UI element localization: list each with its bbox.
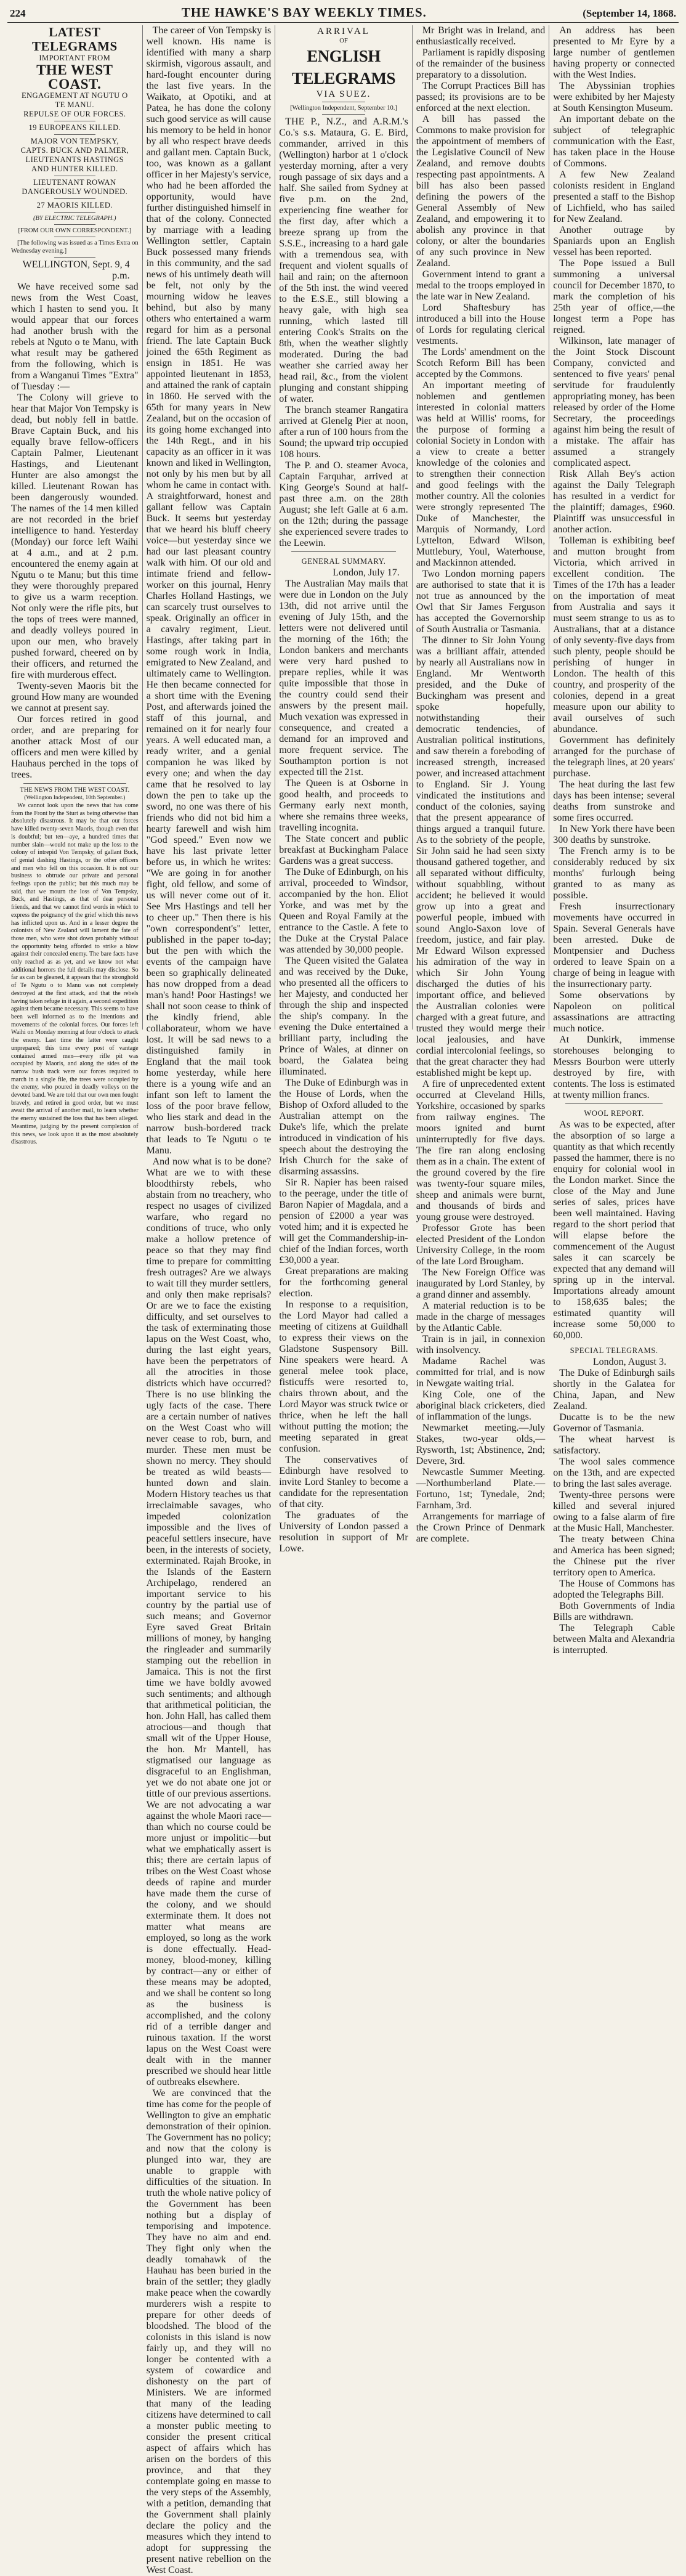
correspondent-note: [FROM OUR OWN CORRESPONDENT.] — [18, 227, 132, 234]
paragraph: Ducatte is to be the new Governor of Tasmania. — [553, 1412, 675, 1434]
paragraph: The State concert and public breakfast at Buckingham Palace Gardens was a great success. — [279, 834, 408, 866]
paragraph: The Corrupt Practices Bill has passed; its provisions are to be enforced at the next election. — [416, 81, 546, 113]
paragraph: The career of Von Tempsky is well known. His name is identified with many a sharp skirmish, vigorous assault, and hard-fought encounter during the last five years. In the Waikato, at Opotiki, and at Patea, he has done the colony such good service as will cause his memory to be held in honor by all who respect brave deeds and gallant men. Captain Buck, too, was known as a gallant officer in her Majesty's service, who had he been afforded the opportunity, would have further distinguished himself in that of the colony. Connected by marriage with a leading Wellington settler, Captain Buck possessed many friends in this community, and the sad news of his untimely death will be felt, not only by the mourning widow he leaves behind, but also by many others who entertained a warm regard for him as a personal friend. The late Captain Buck joined the 65th Regiment as ensign in 1851. He was appointed lieutenant in 1853, and attained the rank of captain in 1860. He served with the 65th for many years in New Zealand, but on the occasion of its going home exchanged into the 14th Regt., and in his capacity as an officer in it was known and liked in Wellington, not only by his men but by all whom he came in contact with. A straightforward, honest and gallant fellow was Captain Buck. It seems but yesterday that we heard his bluff cheery voice—but yesterday since we had our last pleasant country walk with him. Of our old and intimate friend and fellow-worker on this journal, Henry Charles Holland Hastings, we can scarcely trust ourselves to speak. Originally an officer in a cavalry regiment, Lieut. Hastings, after taking part in some rough work in India, emigrated to New Zealand, and ultimately came to Wellington. He then became connected for a short time with the Evening Post, and afterwards joined the staff of this journal, and remained on it for nearly four years. A well educated man, a ready writer, and a genial companion he was liked by every one; and when the day came that he resolved to lay down the pen to take up the sword, no one was there of his friends who did not bid him a hearty farewell and wish him "God speed." Even now we have his last private letter before us, in which he writes: "We are going in for another fight, old fellow, and some of us will never come out of it. See Mrs Hastings and tell her to cheer up." Then there is his "own correspondent's" letter, published in the paper to-day; but the pen with which the events of the campaign have been so graphically delineated has now dropped from a dead man's hand! Poor Hastings! we shall not soon cease to think of the kindly friend, able collaborateur, whom we have lost. It will be sad news to a distinguished family in England that the mail took home yesterday, while here there is a young wife and an infant son left to lament the loss of the poor brave fellow, who lies stark and dead in the narrow bush-bordered track that leads to Te Ngutu o te Manu. — [146, 25, 272, 1156]
divider — [54, 198, 95, 199]
issue-date: (September 14, 1868. — [583, 7, 676, 19]
section-heading-general-summary: GENERAL SUMMARY. — [301, 557, 386, 566]
paragraph: Wilkinson, late manager of the Joint Stock Discount Company, convicted and sentenced to five years' penal servitude for fraudulently appropriating money, has been released by order of the Home Secretary, the proceedings against him being the result of a mistake. The affair has assumed a strangely complicated aspect. — [553, 336, 675, 468]
paragraph: And now what is to be done? What are we to with these bloodthirsty rebels, who abstain from no treachery, who respect no usages of civilized warfare, who regard no conditions of truce, who only make a hollow pretence of peace so that they may find time to prepare for committing fresh outrages? Are we always to wait till they murder settlers, and only then make reprisals? Or are we to face the existing difficulty, and set ourselves to the task of exterminating those lapus on the West Coast, who, during the last eight years, have been the perpetrators of all the atrocities in those districts which have occurred? There is no use blinking the ugly facts of the case. There are a certain number of natives on the West Coast who will never cease to rob, burn, and murder. These men must be shown no mercy. They should be treated as wild beasts—hunted down and slain. Modern History teaches us that irreclaimable savages, who impeded colonization impossible and the lives of peaceful settlers insecure, have been, in the interests of society, exterminated. Rajah Brooke, in the Islands of the Eastern Archipelago, rendered an important service to his country by the partial use of such means; and Governor Eyre saved Great Britain millions of money, by hanging the ringleader and summarily stamping out the rebellion in Jamaica. This is not the first time we have boldly avowed such sentiments; and although that arithmetical politician, the hon. John Hall, has called them atrocious—and though that small wit of the Upper House, the hon. Mr Mantell, has stigmatised our language as disgraceful to an Englishman, yet we do not abate one jot or tittle of our previous assertions. We are not advocating a war against the whole Maori race—than which no course could be more unjust or impolitic—but what we emphatically assert is this; there are certain lapus of tribes on the West Coast whose deeds of rapine and murder have made them the curse of the colony, and we should exterminate them. It does not matter what means are employed, so long as the work is done effectually. Head-money, blood-money, killing by contract—any or either of these means may be adopted, and we shall be content so long as the business is accomplished, and the colony rid of a terrible danger and ruinous taxation. If the worst lapus on the West Coast were dealt with in the manner prescribed we should hear little of outbreaks elsewhere. — [146, 1156, 272, 2087]
subhead-europeans-killed: 19 EUROPEANS KILLED. — [28, 123, 121, 132]
subhead-lieutenants: LIEUTENANTS HASTINGS — [25, 155, 124, 164]
paragraph: A fire of unprecedented extent occurred at Cleveland Hills, Yorkshire, occasioned by sparks from railway engines. The moors ignited and burnt uninterruptedly for five days. The fire ran along enclosing them as in a chain. The extent of the ground covered by the fire was twenty-four square miles, sheep and animals were burnt, and thousands of birds and young grouse were destroyed. — [416, 1079, 546, 1222]
paragraph: We cannot look upon the news that has come from the Front by the Sturt as being otherwise than absolutely disastrous. It may be that our forces have killed twenty-seven Maoris, though even that is doubtful; but ten—aye, a hundred times that number slain—would not make up the loss to the colony of intrepid Von Tempsky, of gallant Buck, of genial dashing Hastings, or the other officers and men who fell on this occasion. It is not our business to obtrude our private and personal feelings upon the public; but this much may be said, that we mourn the loss of Von Tempsky, Buck, and Hastings, as that of dear personal friends, and that we cannot find words in which to express the poignancy of the grief which this news has inflicted upon us. And in a lesser degree the colonists of New Zealand will lament the fate of those men, who were shot down probably without the opportunity being afforded to strike a blow against their concealed enemy. The bare facts have only reached as as yet, and we know not what additional horrors the full details may disclose. So far as can be gleaned, it appears that the stronghold of Te Ngutu o to Manu was not completely destroyed at the first attack, and that the rebels having taken refuge in it again, a second expedition against them became necessary. This seems to have been well informed as to the intentions and movements of the colonial forces. Our forces left Waihi on Monday morning at four o'clock to attack the enemy. Last time the latter were caught unprepared; this time every post of vantage contained armed men—every rifle pit was occupied by Maoris, and along the sides of the narrow bush track were our forces required to march in a single file, the trees were occupied by the enemy, who poured in deadly volleys on the devoted band. We are told that our own men fought bravely, and retired in good order, but we must await the arrival of another mail, to learn whether the enemy sustained the loss that has been alleged. Meantime, judging by the present complexion of this news, we look upon it as the most absolutely disastrous. — [11, 802, 139, 1146]
paragraph: The graduates of the University of London passed a resolution in support of Mr Lowe. — [279, 1510, 408, 1554]
paragraph: The Colony will grieve to hear that Major Von Tempsky is dead, but nobly fell in battle. Brave Captain Buck, and his equally brave fellow-officers Captain Palmer, Lieutenant Hastings, and Lieutenant Hunter are also amongst the killed. Lieutenant Rowan has been dangerously wounded. The names of the 14 men killed are not recorded in the brief intelligence to hand. Yesterday (Monday) our force left Waihi at 4 a.m., and at 2 p.m. encountered the enemy again at Ngutu o te Manu; but this time they were thoroughly prepared to give us a warm reception. Not only were the rifle pits, but the tops of trees were manned, and deadly volleys poured in upon our men, who bravely pushed forward, cheered on by their officers, and returned the fire with murderous effect. — [11, 392, 139, 680]
paragraph: The House of Commons has adopted the Telegraphs Bill. — [553, 1579, 675, 1600]
paragraph: King Cole, one of the aboriginal black cricketers, died of inflammation of the lungs. — [416, 1389, 546, 1422]
paragraph: Lord Shaftesbury has introduced a bill into the House of Lords for regulating clerical vestments. — [416, 303, 546, 346]
paragraph: Arrangements for marriage of the Crown Prince of Denmark are complete. — [416, 1511, 546, 1544]
paragraph: As was to be expected, after the absorption of so large a quantity as that which recently passed the hammer, there is no enquiry for colonial wool in the London market. Since the close of the May and June series of sales, prices have been well maintained. Having regard to the short period that will elapse before the commencement of the August sales it can scarcely be expected that any demand will spring up in the interval. Importations already amount to 158,635 bales; the estimated quantity will increase some 50,000 to 60,000. — [553, 1119, 675, 1341]
paragraph: The Duke of Edinburgh sails shortly in the Galatea for China, Japan, and New Zealand. — [553, 1368, 675, 1412]
paragraph: Two London morning papers are authorised to state that it is not true as announced by the Owl that Sir James Ferguson has accepted the Governorship of South Australia or Tasmania. — [416, 569, 546, 635]
paragraph: Professor Grote has been elected President of the London University College, in the room of the late Lord Brougham. — [416, 1223, 546, 1267]
heading-english-telegrams: ENGLISH TELEGRAMS — [291, 47, 395, 87]
subhead-engagement: ENGAGEMENT AT NGUTU O — [21, 91, 128, 100]
paragraph: Twenty-three persons were killed and several injured owing to a false alarm of fire at the Music Hall, Manchester. — [553, 1490, 675, 1534]
paragraph: Government intend to grant a medal to the troops employed in the late war in New Zealand. — [416, 269, 546, 302]
paragraph: Newmarket meeting.—July Stakes, two-year olds,—Rysworth, 1st; Abstinence, 2nd; Devere, 3rd. — [416, 1423, 546, 1466]
paragraph: Some observations by Napoleon on political assassinations are attracting much notice. — [553, 990, 675, 1034]
paragraph: In response to a requisition, the Lord Mayor had called a meeting of citizens at Guildhall to express their views on the Gladstone Suspensory Bill. Nine speakers were heard. A general melee took place, fisticuffs were resorted to, chairs thrown about, and the Lord Mayor was struck twice or thrice, when he left the hall without putting the motion; the meeting separated in great confusion. — [279, 1299, 408, 1454]
divider — [322, 114, 365, 115]
paragraph: Sir R. Napier has been raised to the peerage, under the title of Baron Napier of Magdala, and a pension of £2000 a year was voted him; and it is expected he will get the Commandership-in-chief of the Indian forces, worth £30,000 a year. — [279, 1177, 408, 1266]
extra-note: [The following was issued as a Times Extra on Wednesday evening.] — [11, 240, 139, 254]
paragraph: An address has been presented to Mr Eyre by a large number of gentlemen having property or connected with the West Indies. — [553, 25, 675, 80]
paragraph: The dinner to Sir John Young was a brilliant affair, attended by nearly all Australians now in England. Mr Wentworth presided, and the Duke of Buckingham was present and spoke hopefully, notwithstanding their democratic tendencies, of Australian political institutions, and saw therein a foreboding of increased strength, increased power, and increased attachment to England. Sir J. Young vindicated the institutions and conduct of the colonies, saying that the present appearance of things argued a tranquil future. As to the sobriety of the people, Sir John said he had seen sixty thousand gathered together, and all separated without difficulty, without squabbling, without accident; he believed it would grow up into a great and powerful people, imbued with sound Anglo-Saxon love of freedom, justice, and fair play. Mr Edward Wilson expressed his admiration of the way in which Sir John Young discharged the duties of his important office, and believed the Australian colonies were charged with a great future, and trusted they would merge their local jealousies, and have cordial intercolonial feelings, so that the great character they had established might be kept up. — [416, 635, 546, 1078]
paragraph: Great preparations are making for the forthcoming general election. — [279, 1266, 408, 1299]
paragraph: The wool sales commence on the 13th, and are expected to bring the last sales average. — [553, 1457, 675, 1489]
column-5 — [549, 25, 679, 1656]
heading-arrival: ARRIVAL — [317, 26, 370, 36]
byline: (BY ELECTRIC TELEGRAPH.) — [33, 215, 116, 222]
paragraph: We are convinced that the time has come for the people of Wellington to give an emphatic demonstration of their opinion. The Government has no policy; and now that the colony is plunged into war, they are unable to grapple with difficulties of the situation. In truth the whole native policy of the Government has been nothing but a display of temporising and impotence. They have no aim and end. They fight only when the deadly tomahawk of the Hauhau has been buried in the brain of the settler; they gladly make peace when the cowardly murderers wish a respite to prepare for other deeds of bloodshed. The blood of the colonists in this island is now fairly up, and they will no longer be contented with a system of cowardice and dishonesty on the part of Ministers. We are informed that many of the leading citizens have determined to call a monster public meeting to consider the present critical aspect of affairs which has arisen on the borders of this province, and that they contemplate going en masse to the very steps of the Assembly, with a petition, demanding that the Government shall plainly declare the policy and the measures which they intend to adopt for suppressing the present native rebellion on the West Coast. — [146, 2088, 272, 2575]
paragraph: Fresh insurrectionary movements have occurred in Spain. Several Generals have been arrested. Duke de Montpensier and Duchess ordered to leave Spain on a charge of being in league with the insurrectionary party. — [553, 901, 675, 989]
section-heading-special-telegrams: SPECIAL TELEGRAMS. — [570, 1346, 658, 1355]
subhead-important-from: IMPORTANT FROM — [39, 54, 111, 62]
headline-latest-telegrams: LATEST TELEGRAMS — [31, 25, 118, 54]
dateline: London, August 3. — [592, 1357, 666, 1367]
paragraph: The Lords' amendment on the Scotch Reform Bill has been accepted by the Commons. — [416, 347, 546, 380]
divider — [54, 257, 95, 258]
divider — [54, 212, 95, 213]
paragraph: The Queen is at Osborne in good health, and proceeds to Germany early next month, where she remains three weeks, travelling incognita. — [279, 778, 408, 833]
source-note: [Wellington Independent, September 10.] — [290, 105, 397, 112]
subhead-hunter-killed: AND HUNTER KILLED. — [31, 165, 118, 173]
paragraph: Another outrage by Spaniards upon an English vessel has been reported. — [553, 225, 675, 258]
heading-of: OF — [339, 38, 348, 44]
subhead-von-tempsky: MAJOR VON TEMPSKY, — [30, 137, 119, 145]
paragraph: We have received some sad news from the West Coast, which I hasten to send you. It would appear that our forces had another brush with the rebels at Nguto o te Manu, with what result may be gathered from the following, which is from a Wanganui Times "Extra" of Tuesday :— — [11, 282, 139, 392]
paragraph: The conservatives of Edinburgh have resolved to invite Lord Stanley to become a candidate for the representation of that city. — [279, 1455, 408, 1509]
paragraph: Risk Allah Bey's action against the Daily Telegraph has resulted in a verdict for the plaintiff; damages, £960. Plaintiff was unsuccessful in another action. — [553, 469, 675, 535]
subhead-wounded: DANGEROUSLY WOUNDED. — [22, 187, 128, 196]
paragraph: The Telegraph Cable between Malta and Alexandria is interrupted. — [553, 1623, 675, 1656]
paragraph: Newcastle Summer Meeting.—Northumberland Plate.—Fortuno, 1st; Tynedale, 2nd; Farnham, 3rd. — [416, 1467, 546, 1511]
subhead-repulse: REPULSE OF OUR FORCES. — [23, 110, 126, 118]
paragraph: The heat during the last few days has been intense; several deaths from sunstroke and some fires occurred. — [553, 779, 675, 823]
heading-via-suez: VIA SUEZ. — [316, 89, 371, 99]
paragraph: Mr Bright was in Ireland, and enthusiastically received. — [416, 25, 546, 47]
section-heading: THE NEWS FROM THE WEST COAST. — [20, 787, 130, 794]
page-number: 224 — [10, 7, 26, 19]
paragraph: THE P., N.Z., and A.R.M.'s Co.'s s.s. Mataura, G. E. Bird, commander, arrived in this (Wellington) harbor at 1 o'clock yesterday morning, after a very rough passage of six days and a half. She sailed from Sydney at five p.m. on the 2nd, experiencing fine weather for the first day, after which a breeze sprang up from the S.S.E., increasing to a hard gale with a tremendous sea, with frequent and violent squalls of hail and rain; on the afternoon of the 5th inst. the wind veered to the E.S.E., still blowing a heavy gale, with high sea running, which lasted till entering Cook's Straits on the 8th, when the weather slightly moderated. During the bad weather she carried away her head rail, &c., from the violent plunging and constant shipping of water. — [279, 116, 408, 404]
divider — [54, 224, 95, 225]
column-3 — [275, 25, 413, 1554]
paragraph: The treaty between China and America has been signed; the Chinese put the river territory open to America. — [553, 1534, 675, 1578]
paragraph: Twenty-seven Maoris bit the ground How many are wounded we cannot at present say. — [11, 681, 139, 713]
divider — [54, 134, 95, 135]
divider — [291, 551, 396, 552]
paragraph: The Australian May mails that were due in London on the July 13th, did not arrive until the evening of July 15th, and the letters were not delivered until the morning of the 16th; the London bankers and merchants were very hard pushed to prepare replies, while it was quite impossible that those in the country could send their answers by the present mail. Much vexation was expressed in consequence, and created a demand for an improved and more frequent service. The Southampton portion is not expected till the 21st. — [279, 579, 408, 778]
paragraph: The Abyssinian trophies were exhibited by her Majesty at South Kensington Museum. — [553, 81, 675, 113]
headline-west-coast: THE WEST COAST. — [36, 62, 113, 92]
paragraph: A material reduction is to be made in the charge of messages by the Atlantic Cable. — [416, 1301, 546, 1333]
divider — [565, 1103, 663, 1104]
paragraph: In New York there have been 300 deaths by sunstroke. — [553, 824, 675, 845]
section-heading-wool-report: WOOL REPORT. — [584, 1109, 644, 1118]
paragraph: The Queen visited the Galatea and was received by the Duke, who presented all the officers to her Majesty, and conducted her through the ship and inspected the ship's company. In the evening the Duke entertained a brilliant party, including the Prince of Wales, at dinner on board, the Galatea being illuminated. — [279, 956, 408, 1077]
paragraph: The branch steamer Rangatira arrived at Glenelg Pier at noon, after a run of 100 hours from the Sound; the upward trip occupied 108 hours. — [279, 405, 408, 460]
paragraph: Madame Rachel was committed for trial, and is now in Newgate waiting trial. — [416, 1356, 546, 1389]
subhead-maoris-killed: 27 MAORIS KILLED. — [36, 201, 113, 209]
columns — [7, 25, 679, 2575]
paragraph: The French army is to be considerably reduced by six months' furlough being granted to as many as possible. — [553, 846, 675, 901]
dateline: London, July 17. — [333, 567, 400, 578]
subhead-te-manu: TE MANU. — [55, 100, 94, 109]
paragraph: An important meeting of noblemen and gentlemen interested in colonial matters was held at Willis' rooms, for the purpose of forming a colonial Society in London with a view to create a better knowledge of the colonies and to strengthen their connection and good feelings with the mother country. All the colonies were strongly represented The Duke of Manchester, the Marquis of Normandy, Lord Lyttelton, Edward Wilson, Muttlebury, Youl, Waterhouse, and Mackinnon attended. — [416, 380, 546, 568]
paragraph: The Duke of Edinburgh, on his arrival, proceeded to Windsor, accompanied by the hon. Eliot Yorke, and was met by the Queen and Royal Family at the entrance to the Castle. A fete to the Duke at the Crystal Palace was attended by 30,000 people. — [279, 867, 408, 955]
column-4 — [413, 25, 550, 1544]
paragraph: A few New Zealand colonists resident in England presented a staff to the Bishop of Lichfield, who has sailed for New Zealand. — [553, 169, 675, 224]
masthead — [7, 5, 679, 23]
paragraph: Tolleman is exhibiting beef and mutton brought from Victoria, which arrived in excellent condition. The Times of the 17th has a leader on the importation of meat from Australia and says it must seem strange to us as to Australians, that at a distance of only seventy-five days from such plenty, people should be perishing of hunger in London. The health of this country, and prosperity of the colonies, depend in a great measure upon our ability to avail ourselves of such abundance. — [553, 535, 675, 734]
column-2 — [143, 25, 276, 2575]
subhead-capts: CAPTS. BUCK AND PALMER, — [20, 146, 129, 155]
paragraph: The Pope issued a Bull summoning a universal council for December 1870, to mark the completion of his 25th year of office,—the longest term a Pope has reigned. — [553, 258, 675, 335]
subhead-lieutenant-rowan: LIEUTENANT ROWAN — [33, 178, 116, 187]
paragraph: An important debate on the subject of telegraphic communication with the East, has taken place in the House of Commons. — [553, 114, 675, 169]
paragraph: Train is in jail, in connexion with insolvency. — [416, 1334, 546, 1355]
paragraph: Government has definitely arranged for the purchase of the telegraph lines, at 20 years' purchase. — [553, 735, 675, 779]
paragraph: The Duke of Edinburgh was in the House of Lords, when the Bishop of Oxford alluded to the Australian attempt on the Duke's life, which the prelate introduced in vindication of his speech about the destroying the Irish Church for the sake of disarming assassins. — [279, 1078, 408, 1177]
column-1 — [7, 25, 143, 1146]
paragraph: At Dunkirk, immense storehouses belonging to Messrs Bourbon were utterly destroyed by fire, with contents. The loss is estimated at twenty million francs. — [553, 1034, 675, 1100]
paragraph: Both Governments of India Bills are withdrawn. — [553, 1601, 675, 1622]
dateline: WELLINGTON, Sept. 9, 4 p.m. — [22, 259, 130, 281]
section-source: (Wellington Independent, 10th September.) — [24, 795, 126, 801]
paragraph: Our forces retired in good order, and are preparing for another attack Most of our officers and men were killed by Hauhaus perched in the tops of trees. — [11, 714, 139, 780]
paragraph: The New Foreign Office was inaugurated by Lord Stanley, by a grand dinner and assembly. — [416, 1267, 546, 1300]
newspaper-title: THE HAWKE'S BAY WEEKLY TIMES. — [181, 5, 427, 20]
paragraph: The P. and O. steamer Avoca, Captain Farquhar, arrived at King George's Sound at half-past three a.m. on the 28th August; she left Galle at 6 a.m. on the 12th; during the passage she experienced severe trades to the Leewin. — [279, 460, 408, 548]
paragraph: A bill has passed the Commons to make provision for the appointment of members of the Legislative Council of New Zealand, and remove doubts respecting past appointments. A bill has also been passed defining the powers of the General Assembly of New Zealand, and empowering it to abolish any province in that colony, or alter the boundaries of any such province in New Zealand. — [416, 114, 546, 269]
paragraph: Parliament is rapidly disposing of the remainder of the business preparatory to a dissolution. — [416, 47, 546, 80]
paragraph: The wheat harvest is satisfactory. — [553, 1434, 675, 1456]
divider — [23, 783, 126, 784]
